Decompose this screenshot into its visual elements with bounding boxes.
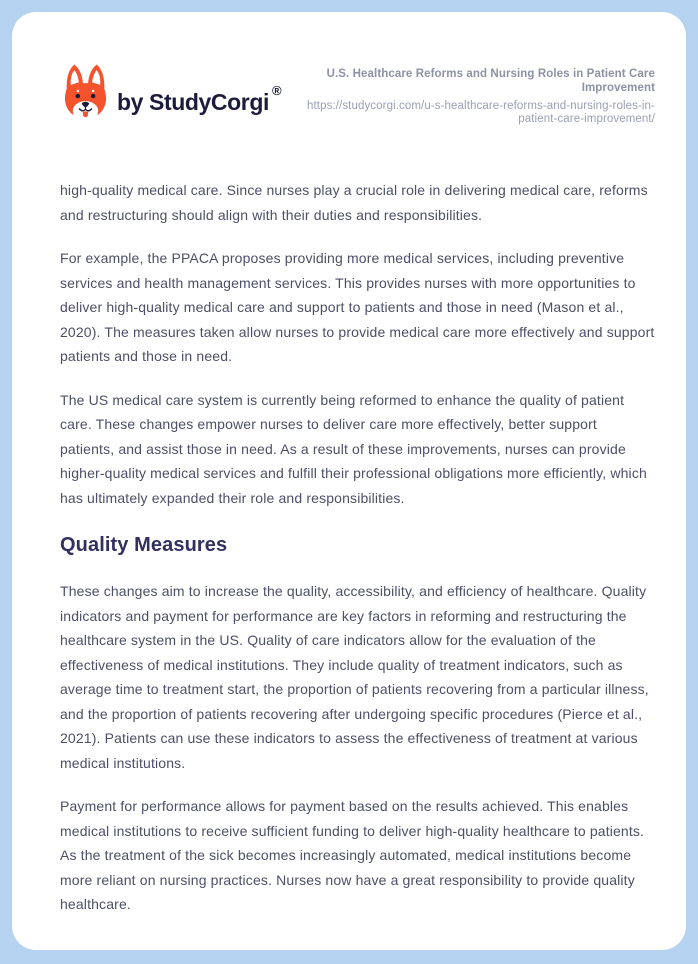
article-body bbox=[60, 178, 655, 917]
paragraph-1: high-quality medical care. Since nurses play a crucial role in delivering medical care, reforms and restructuring should align with their duties and responsibilities. bbox=[60, 182, 648, 223]
paragraph-2: For example, the PPACA proposes providing more medical services, including preventive services and health management services. This provides nurses with more opportunities to deliver high-quality medical care and support to patients and those in need (Mason et al., 2020). The measures taken allow nurses to provide medical care more effectively and support patients and those in need. bbox=[60, 250, 655, 364]
corgi-icon bbox=[60, 64, 111, 121]
document-url-link[interactable]: https://studycorgi.com/u-s-healthcare-reforms-and-nursing-roles-in-patient-care-improvement/ bbox=[307, 100, 655, 125]
registered-trademark: ® bbox=[271, 83, 282, 98]
paragraph-3: The US medical care system is currently being reformed to enhance the quality of patient care. These changes empower nurses to deliver care more effectively, better support patients, and assist those in need. As a result of these improvements, nurses can provide higher-quality medical services and fulfill their professional obligations more efficiently, which has ultimately expanded their role and responsibilities. bbox=[60, 391, 647, 506]
document-card bbox=[12, 12, 686, 950]
document-meta bbox=[307, 64, 655, 126]
studycorgi-logo[interactable] bbox=[60, 64, 282, 121]
paragraph-4: These changes aim to increase the quality, accessibility, and efficiency of healthcare. Quality indicators and payment for performance are key factors in reforming and restructuring the healthcare system in the US. Quality of care indicators allow for the evaluation of the effectiveness of medical institutions. They include quality of treatment indicators, such as average time to treatment start, the proportion of patients recovering from a particular illness, and the proportion of patients recovering after undergoing specific procedures (Pierce et al., 2021). Patients can use these indicators to assess the effectiveness of treatment at various medical institutions. bbox=[60, 583, 649, 771]
document-header bbox=[60, 64, 655, 126]
brand-text: by StudyCorgi bbox=[117, 89, 269, 115]
section-heading-quality-measures: Quality Measures bbox=[60, 534, 228, 556]
paragraph-5: Payment for performance allows for payment based on the results achieved. This enables medical institutions to receive sufficient funding to deliver high-quality healthcare to patients. As the treatment of the sick becomes increasingly automated, medical institutions become more reliant on nursing practices. Nurses now have a great responsibility to provide quality healthcare. bbox=[60, 798, 645, 912]
document-title: U.S. Healthcare Reforms and Nursing Roles in Patient Care Improvement bbox=[326, 68, 655, 94]
